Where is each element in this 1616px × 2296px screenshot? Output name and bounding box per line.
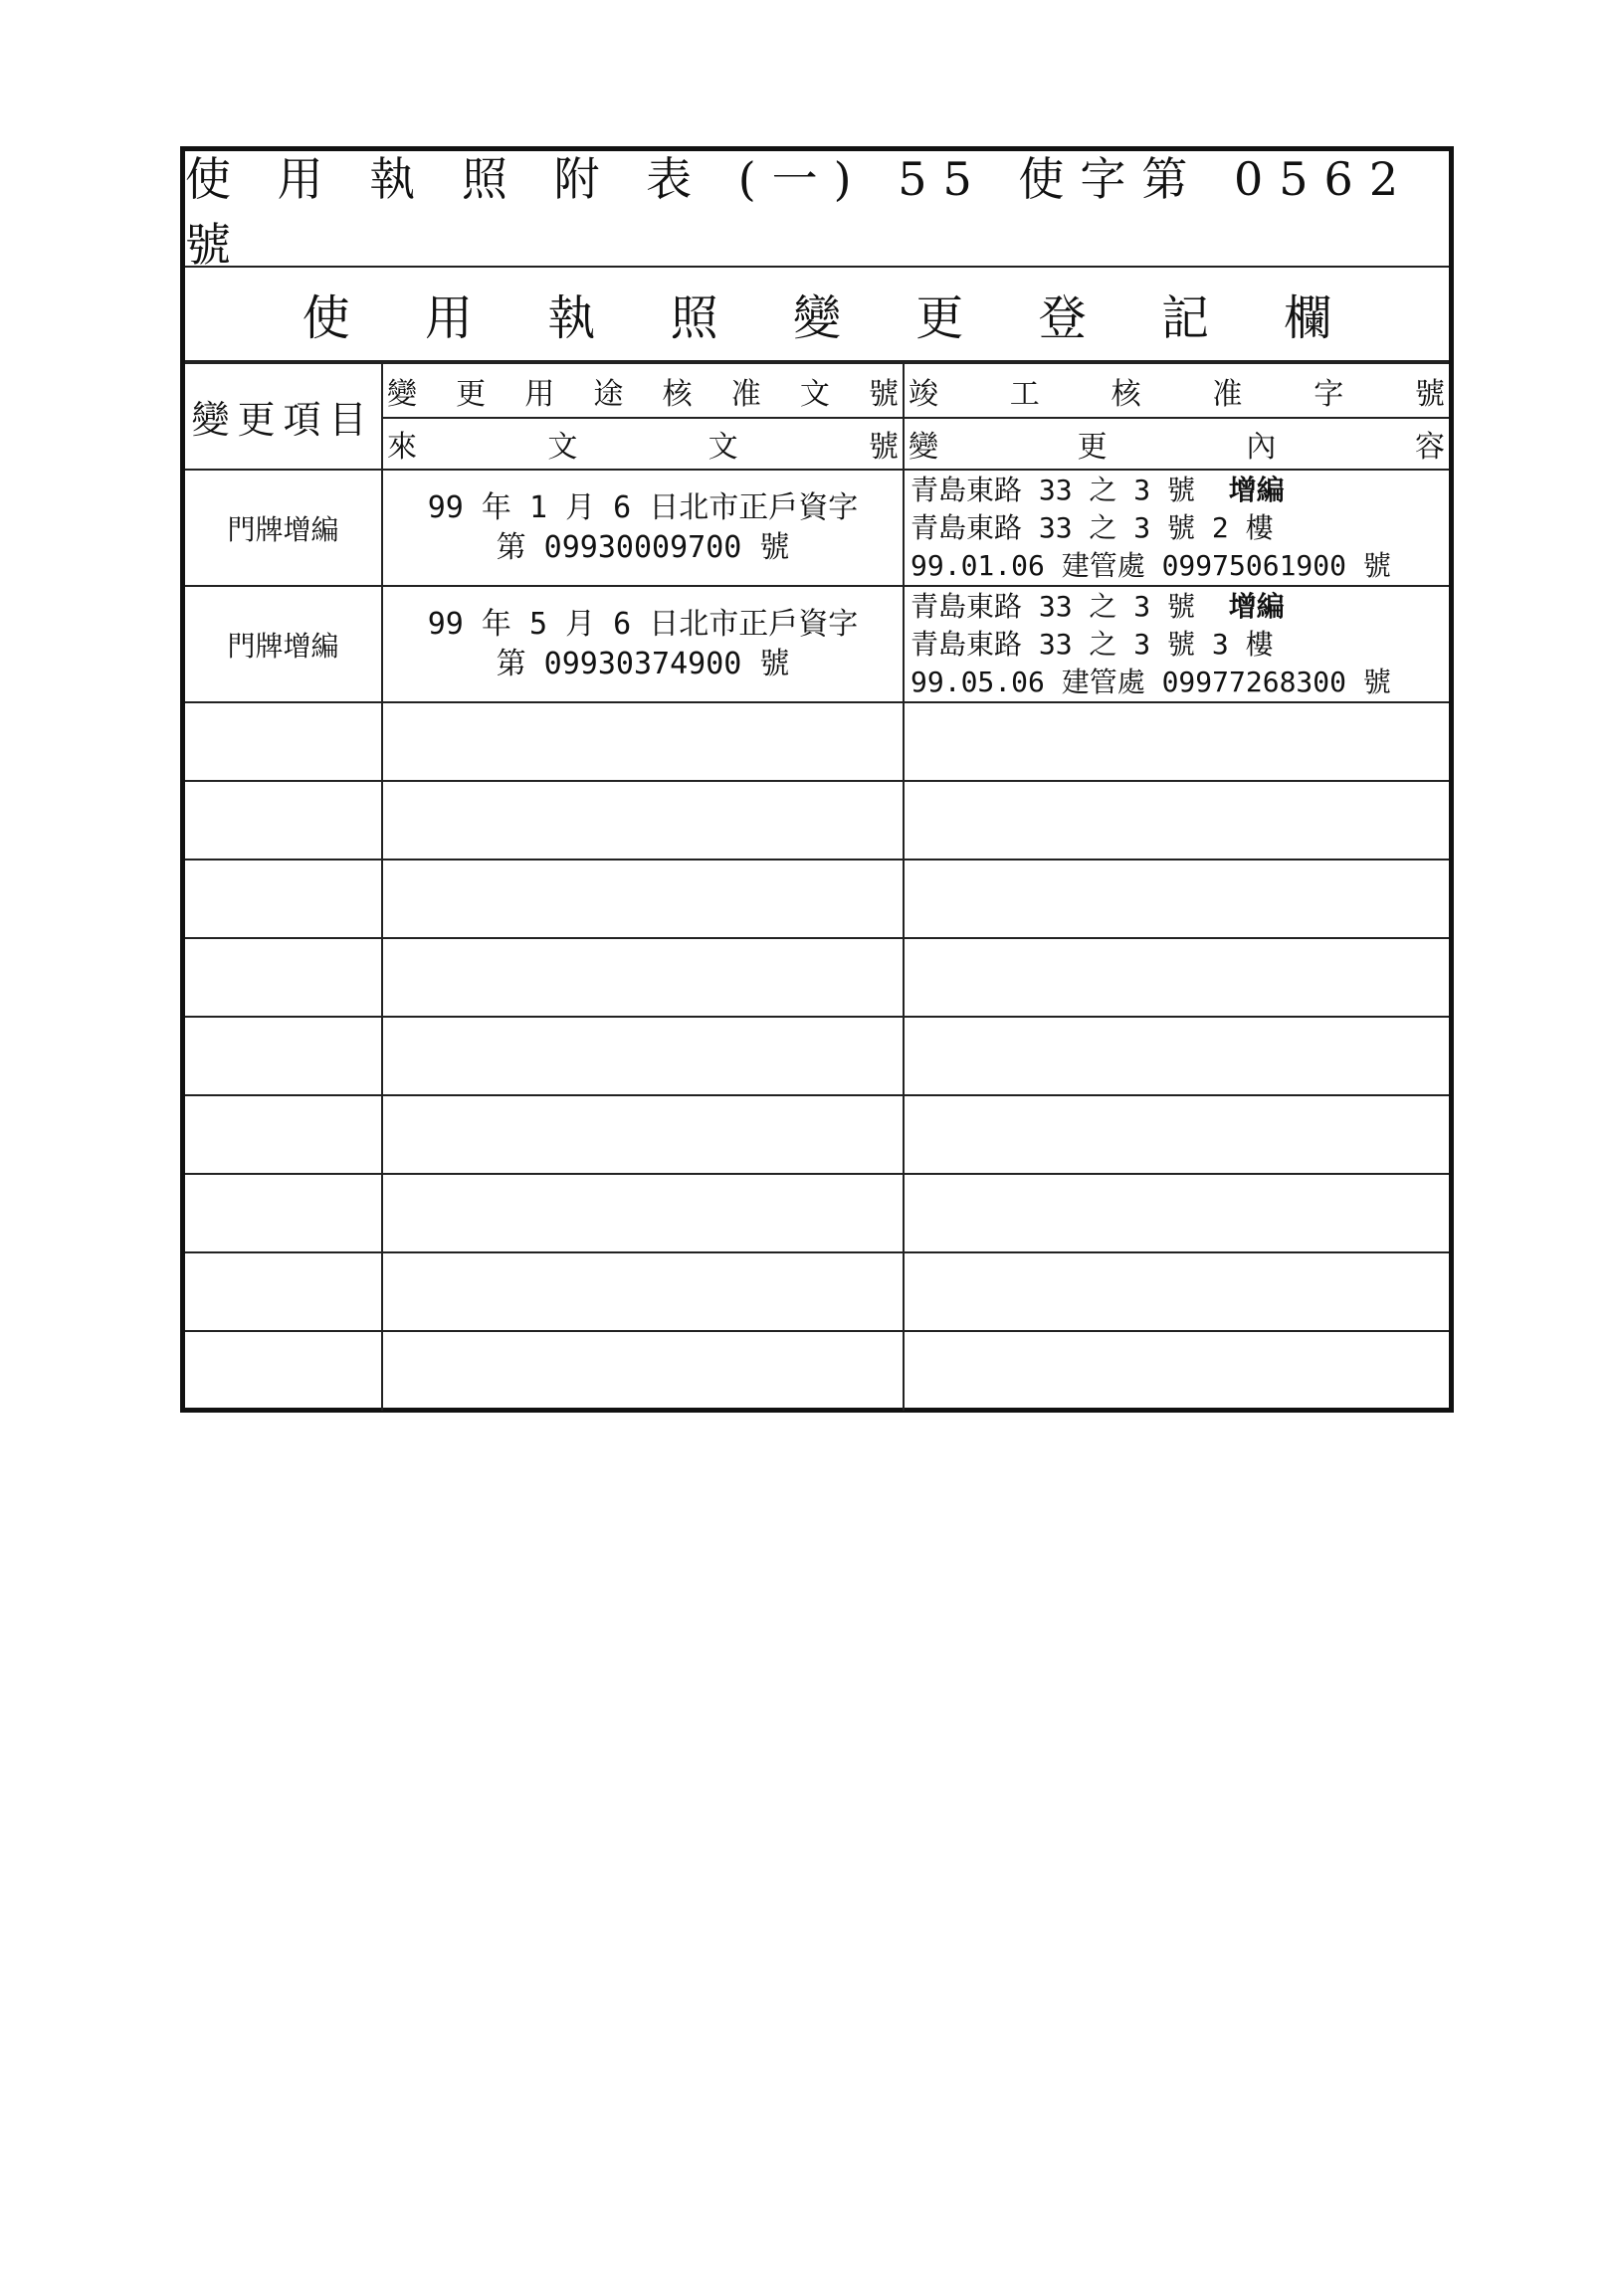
- change-item: 門牌增編: [185, 586, 382, 702]
- form-subtitle: [185, 268, 1449, 362]
- empty-row: [185, 702, 1449, 781]
- header-char: 工: [1009, 376, 1040, 412]
- change-line: 99.05.06 建管處 09977268300 號: [910, 665, 1391, 698]
- header-char: 核: [1111, 376, 1141, 412]
- change-address: 青島東路 33 之 3 號: [910, 589, 1196, 623]
- header-char: 准: [1212, 376, 1243, 412]
- change-content: [904, 586, 1449, 702]
- header-char: 文: [547, 430, 578, 465]
- header-char: 容: [1414, 430, 1445, 465]
- header-char: 變: [909, 430, 938, 465]
- header-char: 文: [799, 376, 830, 412]
- change-tag: 增編: [1228, 589, 1285, 623]
- empty-row: [185, 860, 1449, 938]
- header-approval-number: [382, 363, 904, 418]
- header-completion-number: [904, 363, 1449, 418]
- empty-row: [185, 781, 1449, 860]
- subtitle-char: 照: [670, 290, 718, 346]
- header-char: 途: [593, 376, 624, 412]
- subtitle-char: 變: [792, 290, 841, 346]
- empty-row: [185, 1095, 1449, 1174]
- header-char: 號: [1414, 376, 1445, 412]
- empty-row: [185, 1331, 1449, 1411]
- header-char: 用: [524, 376, 555, 412]
- header-char: 文: [707, 430, 738, 465]
- header-char: 號: [868, 430, 899, 465]
- header-char: 准: [730, 376, 761, 412]
- change-line: 99.01.06 建管處 09975061900 號: [910, 548, 1391, 582]
- empty-row: [185, 1252, 1449, 1331]
- incoming-doc: [382, 470, 904, 586]
- change-address: 青島東路 33 之 3 號: [910, 473, 1196, 506]
- form-title: 使 用 執 照 附 表 (一) 55 使字第 0562 號: [185, 151, 1449, 268]
- doc-line: 99 年 1 月 6 日北市正戶資字: [427, 489, 859, 525]
- header-char: 變: [387, 376, 417, 412]
- empty-row: [185, 1174, 1449, 1252]
- license-form: [180, 146, 1454, 1413]
- doc-line: 第 09930009700 號: [496, 529, 790, 565]
- empty-row: [185, 1017, 1449, 1095]
- header-change-item: 變更項目: [185, 363, 382, 470]
- subtitle-char: 記: [1160, 290, 1209, 346]
- table-row: [185, 586, 1449, 702]
- change-line: 青島東路 33 之 3 號 2 樓: [910, 510, 1274, 544]
- header-char: 更: [1077, 430, 1108, 465]
- header-char: 號: [868, 376, 899, 412]
- change-line: [910, 588, 1449, 626]
- subtitle-char: 更: [915, 290, 964, 346]
- header-incoming-doc-number: [382, 418, 904, 470]
- subtitle-char: 欄: [1284, 290, 1332, 346]
- header-char: 內: [1246, 430, 1277, 465]
- doc-line: 99 年 5 月 6 日北市正戶資字: [427, 606, 859, 642]
- change-item: 門牌增編: [185, 470, 382, 586]
- change-line: [910, 472, 1449, 509]
- header-char: 竣: [909, 376, 938, 412]
- doc-line: 第 09930374900 號: [496, 646, 790, 681]
- subtitle-char: 登: [1038, 290, 1087, 346]
- subtitle-char: 使: [302, 290, 350, 346]
- header-char: 更: [456, 376, 487, 412]
- header-char: 核: [662, 376, 693, 412]
- empty-row: [185, 938, 1449, 1017]
- header-char: 字: [1313, 376, 1344, 412]
- header-change-content: [904, 418, 1449, 470]
- change-line: 青島東路 33 之 3 號 3 樓: [910, 627, 1274, 661]
- change-tag: 增編: [1228, 473, 1285, 506]
- table-row: [185, 470, 1449, 586]
- incoming-doc: [382, 586, 904, 702]
- subtitle-char: 執: [547, 290, 596, 346]
- change-content: [904, 470, 1449, 586]
- subtitle-char: 用: [424, 290, 473, 346]
- header-char: 來: [387, 430, 417, 465]
- change-register-table: [185, 362, 1449, 1411]
